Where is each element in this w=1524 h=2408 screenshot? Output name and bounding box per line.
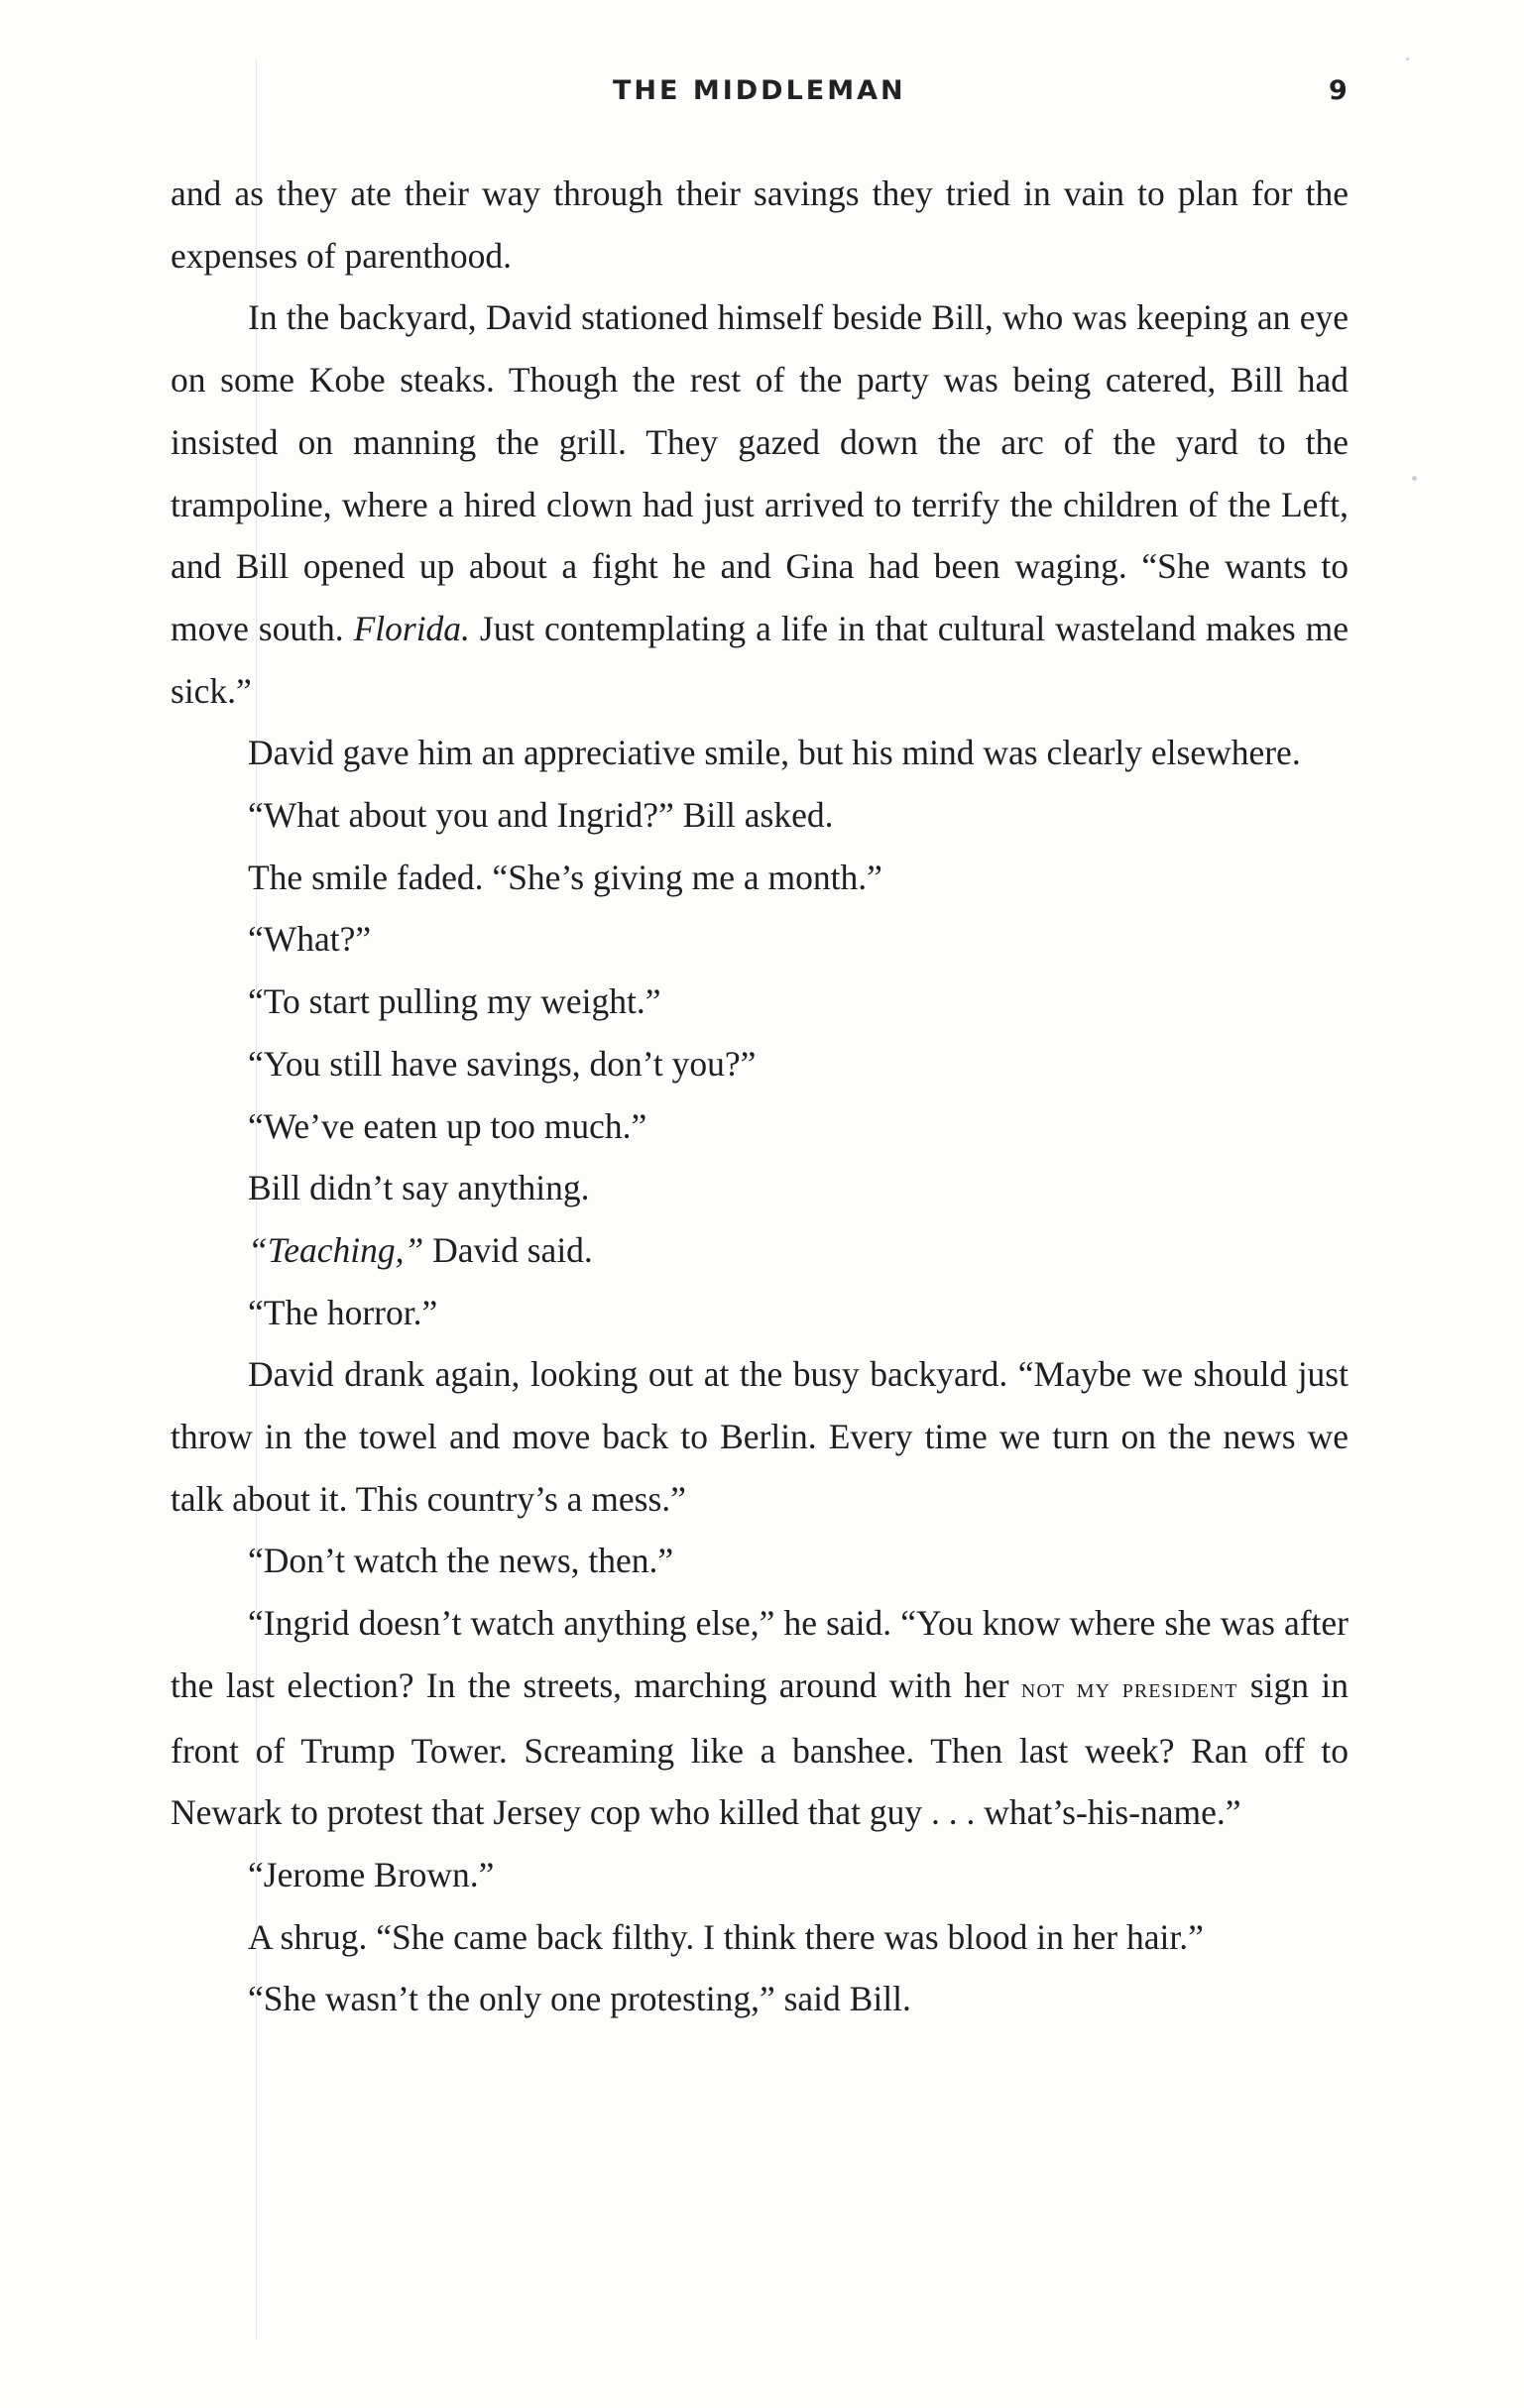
running-title: THE MIDDLEMAN	[613, 75, 906, 106]
paragraph: “We’ve eaten up too much.”	[248, 1105, 647, 1146]
paragraph: and as they ate their way through their savings they tried in vain to plan for the expenses of parenthood.	[171, 173, 1348, 276]
paragraph: “Ingrid doesn’t watch anything else,” he said. “You know where she was after the last election? In the streets, marching around with her not my president sign in front of Trump Tower. Screaming like a banshee. Then last week? Ran off to Newark to protest that Jersey cop who killed that guy . . . what’s-his-name.”	[171, 1603, 1349, 1833]
paragraph: Bill didn’t say anything.	[248, 1168, 590, 1208]
paragraph: The smile faded. “She’s giving me a month.”	[248, 857, 882, 897]
paper-speck	[1412, 476, 1417, 481]
paragraph: David gave him an appreciative smile, but his mind was clearly elsewhere.	[248, 733, 1301, 773]
paragraph: “You still have savings, don’t you?”	[248, 1043, 757, 1084]
page-number: 9	[1329, 75, 1348, 106]
paragraph: “Don’t watch the news, then.”	[248, 1541, 674, 1581]
running-head	[0, 75, 1524, 119]
italic-emphasis: “Teaching,”	[248, 1229, 424, 1270]
small-caps-sign-text: not my president	[1020, 1671, 1238, 1704]
paper-speck	[1406, 57, 1409, 60]
paragraph: “To start pulling my weight.”	[248, 981, 661, 1022]
paragraph: A shrug. “She came back filthy. I think there was blood in her hair.”	[248, 1916, 1204, 1957]
paragraph: “She wasn’t the only one protesting,” said Bill.	[248, 1979, 911, 2019]
paragraph: “Jerome Brown.”	[248, 1854, 495, 1894]
paragraph: “The horror.”	[248, 1292, 438, 1332]
paragraph: “Teaching,” David said.	[248, 1229, 593, 1270]
body-text	[171, 163, 1348, 2030]
paragraph: In the backyard, David stationed himself beside Bill, who was keeping an eye on some Kobe steaks. Though the rest of the party was being catered, Bill had insisted on manning the grill. They gazed down the arc of the yard to the trampoline, where a hired clown had just arrived to terrify the children of the Left, and Bill opened up about a fight he and Gina had been waging. “She wants to move south. Florida. Just contemplating a life in that cultural wasteland makes me sick.”	[171, 297, 1349, 711]
paragraph: “What about you and Ingrid?” Bill asked.	[248, 795, 834, 836]
italic-emphasis: Florida.	[353, 608, 470, 648]
paragraph: “What?”	[248, 919, 372, 960]
paragraph: David drank again, looking out at the busy backyard. “Maybe we should just throw in the towel and move back to Berlin. Every time we turn on the news we talk about it. This country’s a mess.”	[171, 1354, 1348, 1519]
